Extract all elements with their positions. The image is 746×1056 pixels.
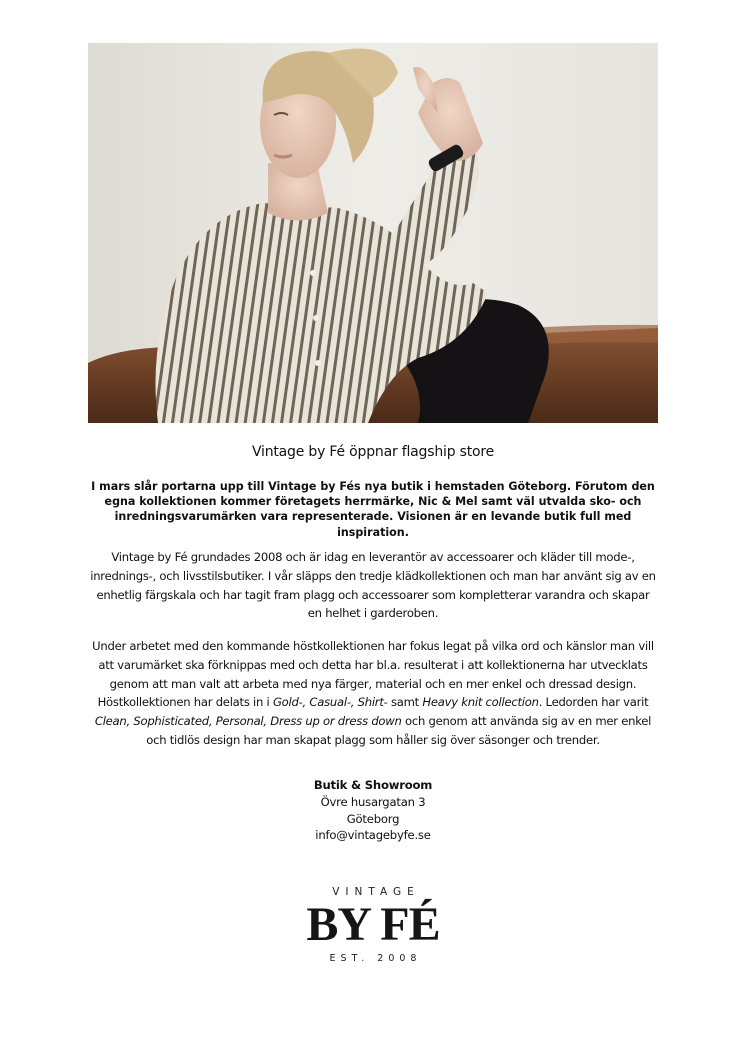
paragraph-2-collections: Gold-, Casual-, Shirt-: [272, 695, 388, 710]
paragraph-2-keywords: Clean, Sophisticated, Personal, Dress up or dress down: [94, 714, 402, 729]
brand-logo: [0, 886, 746, 964]
logo-est: EST. 2008: [329, 953, 422, 964]
hero-photo: [88, 43, 658, 423]
logo-by-fe: BY FÉ: [306, 898, 440, 951]
contact-title: Butik & Showroom: [313, 778, 433, 792]
contact-email[interactable]: info@vintagebyfe.se: [315, 828, 431, 843]
contact-street: Övre husargatan 3: [320, 794, 426, 809]
hero-photo-illustration: [88, 43, 658, 423]
contact-city: Göteborg: [346, 811, 400, 826]
body-paragraph-2: [88, 637, 658, 750]
paragraph-2-text: Under arbetet med den kommande höstkollektionen har fokus legat på vilka ord och känslor man vill att varumärket ska förknippas med och detta har bl.a. resulterat i att kollektionerna har utvecklats genom att man valt att arbeta med nya färger, material och en mer enkel och dressad design. Höstkollektionen har delats in i: [92, 639, 654, 710]
headline: Vintage by Fé öppnar flagship store: [251, 444, 495, 460]
paragraph-2-text: . Ledorden har varit: [538, 695, 649, 710]
paragraph-2-heavy-knit: Heavy knit collection: [422, 695, 539, 710]
paragraph-2-text: och genom att använda sig av en mer enkel och tidlös design har man skapat plagg som håller sig över säsonger och trender.: [146, 714, 652, 747]
contact-block: [0, 777, 746, 844]
logo-vintage: VINTAGE: [332, 886, 420, 898]
body-paragraph-1: Vintage by Fé grundades 2008 och är idag en leverantör av accessoarer och kläder till mode-, inrednings-, och livsstilsbutiker. I vår släpps den tredje klädkollektionen och man har använt sig av en enhetlig färgskala och har tagit fram plagg och accessoarer som kompletterar varandra och skapar en helhet i garderoben.: [90, 550, 656, 621]
lead-paragraph: I mars slår portarna upp till Vintage by Fés nya butik i hemstaden Göteborg. Förutom den egna kollektionen kommer företagets herrmärke, Nic & Mel samt väl utvalda sko- och inredningsvarumärken vara representerade. Visionen är en levande butik full med inspiration.: [91, 480, 655, 539]
paragraph-2-text: samt: [387, 695, 423, 710]
